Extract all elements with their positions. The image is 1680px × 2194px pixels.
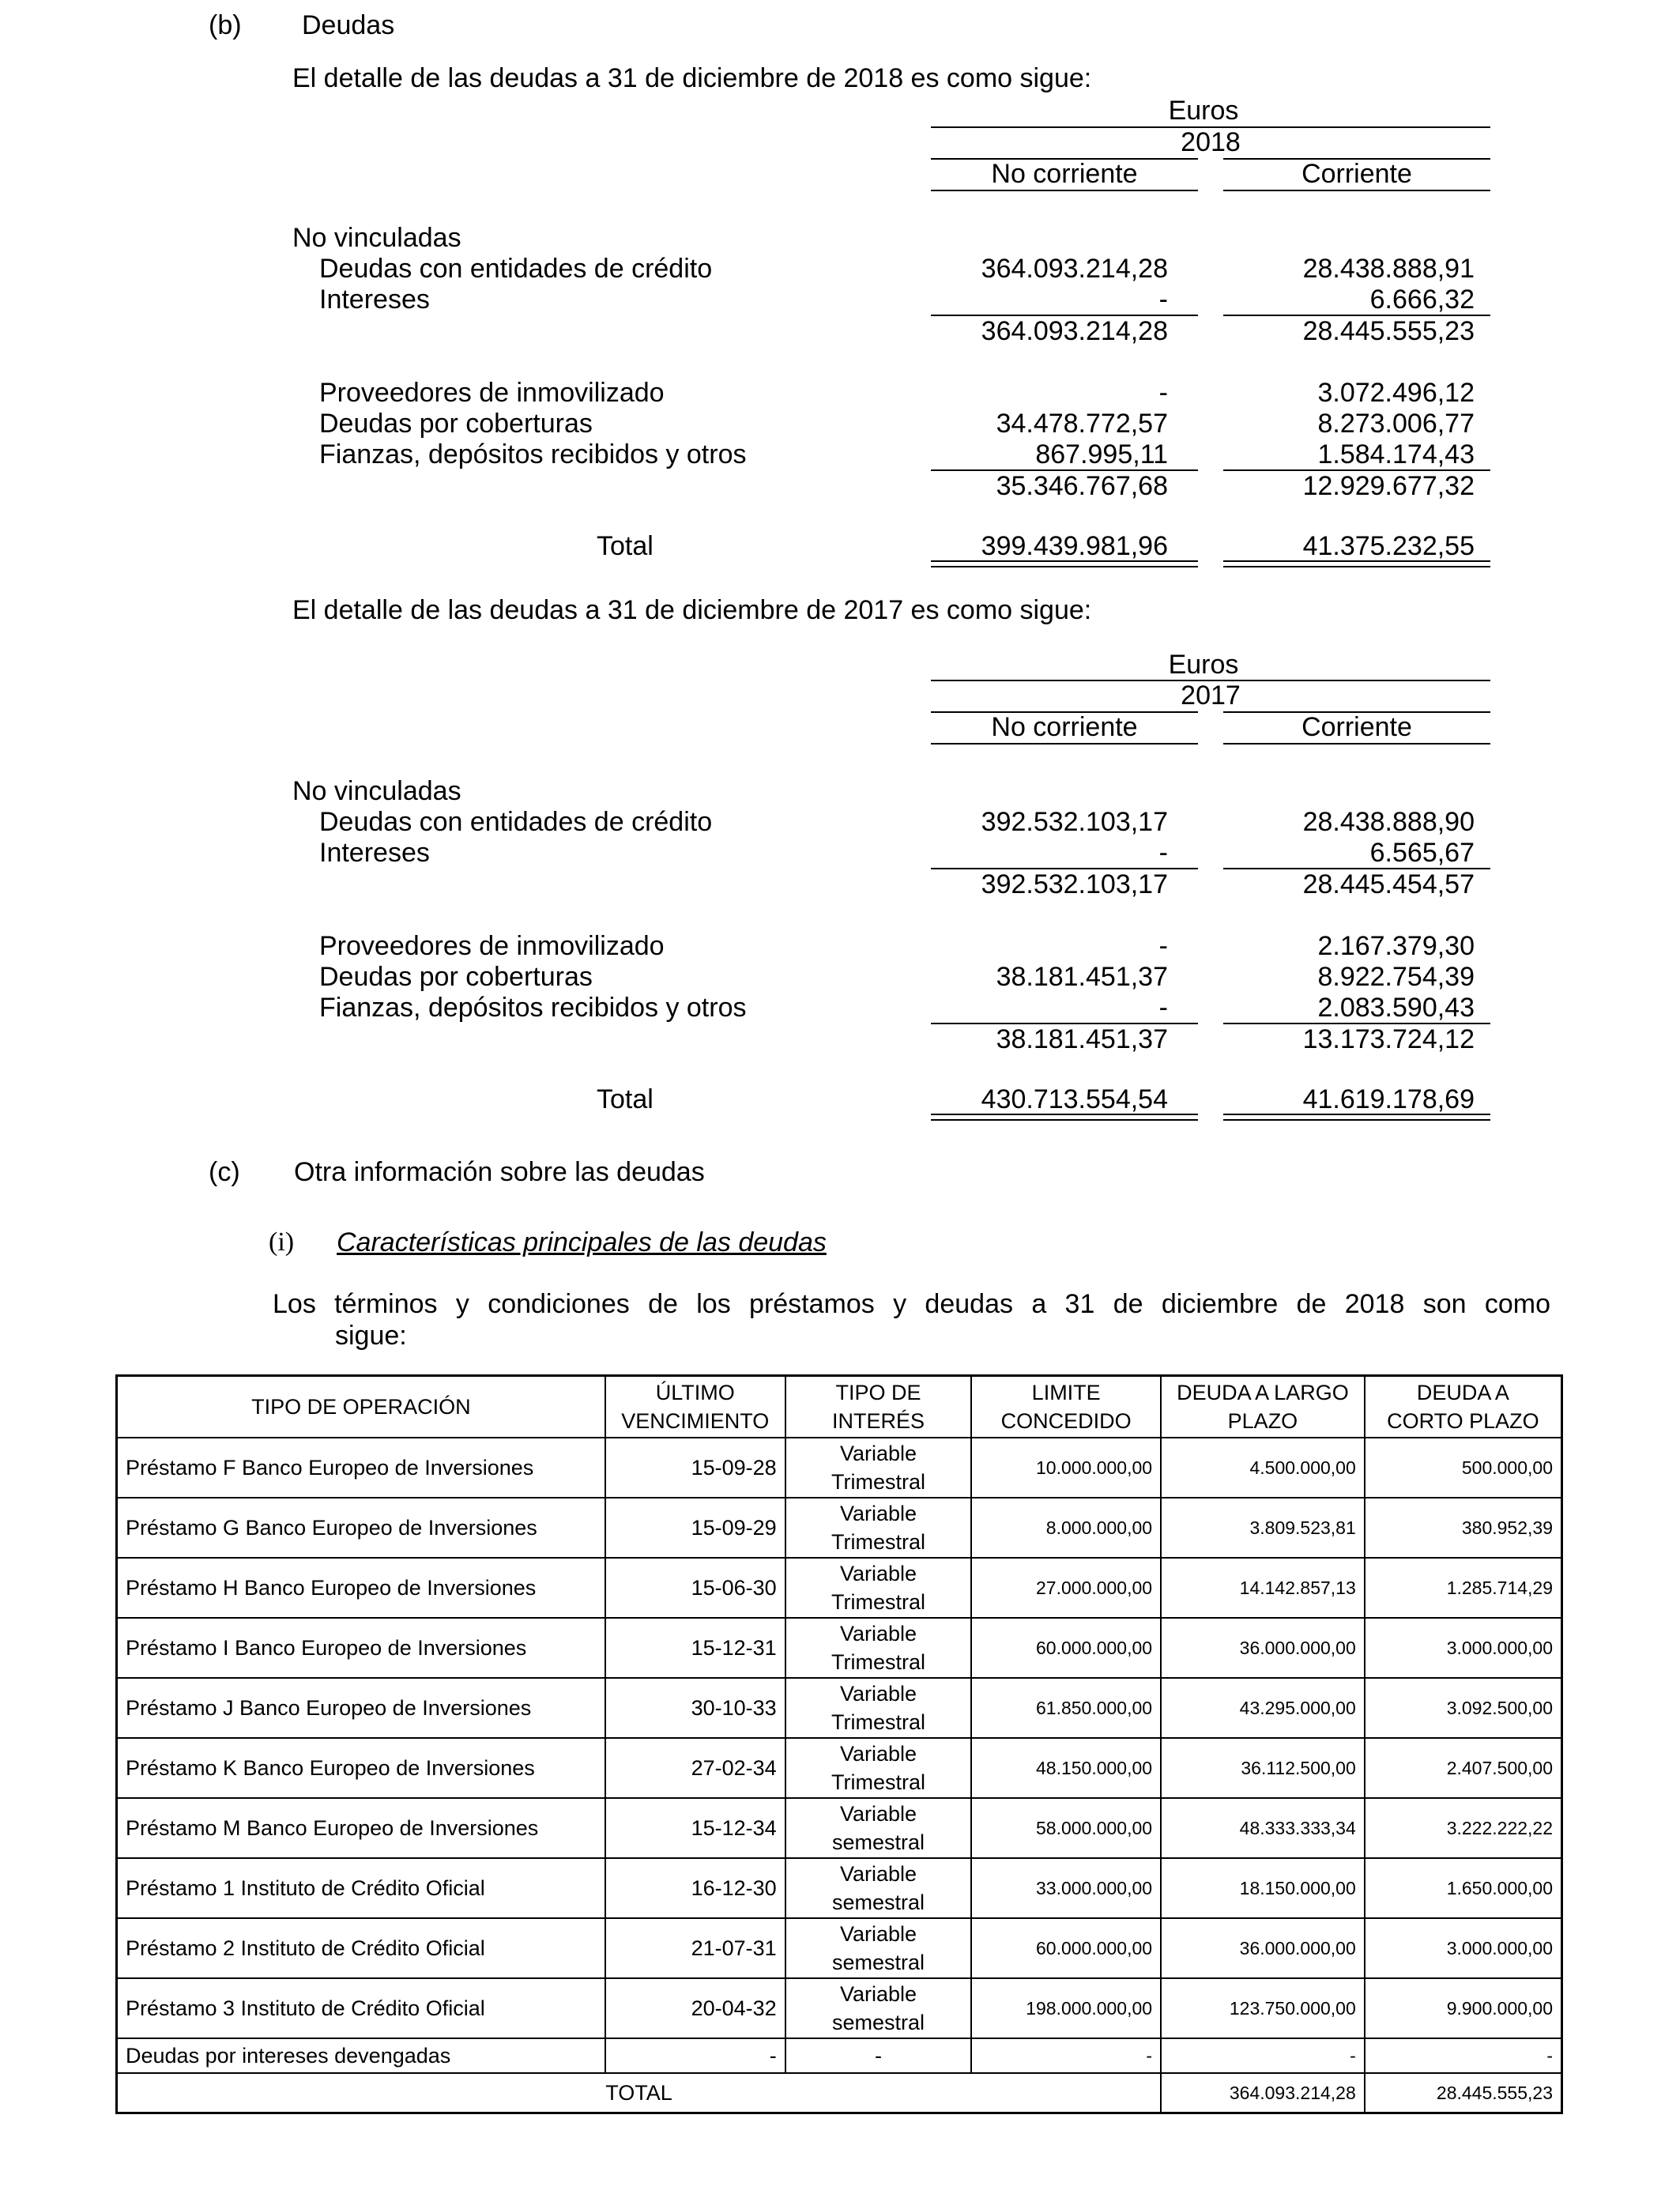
loan-limit: 8.000.000,00: [971, 1498, 1161, 1558]
total-long-term: 364.093.214,28: [1161, 2073, 1365, 2113]
loan-maturity: 15-06-30: [605, 1558, 785, 1618]
loan-name: Préstamo 2 Instituto de Crédito Oficial: [117, 1918, 605, 1978]
total-corriente: 41.375.232,55: [1302, 531, 1475, 561]
table-row: [117, 1738, 1562, 1798]
loan-name: Préstamo H Banco Europeo de Inversiones: [117, 1558, 605, 1618]
header-deuda-largo-plazo: DEUDA A LARGO PLAZO: [1161, 1376, 1365, 1438]
loan-short-term: 1.650.000,00: [1365, 1858, 1562, 1918]
table-row: [117, 1558, 1562, 1618]
total-label: Total: [597, 1084, 654, 1114]
loan-rate-type: Variable Trimestral: [785, 1498, 972, 1558]
interest-short-term: -: [1365, 2038, 1562, 2073]
table-row: [117, 1618, 1562, 1678]
value-corriente: 2.083.590,43: [1317, 993, 1475, 1023]
loan-long-term: 3.809.523,81: [1161, 1498, 1365, 1558]
loan-maturity: 20-04-32: [605, 1978, 785, 2038]
table-row: [117, 1858, 1562, 1918]
section-c-letter: (c): [209, 1157, 240, 1187]
year-label: 2018: [1181, 127, 1241, 157]
section-b-letter: (b): [209, 10, 242, 40]
group-label: No vinculadas: [292, 776, 461, 806]
table-row: [117, 1438, 1562, 1498]
loan-limit: 48.150.000,00: [971, 1738, 1161, 1798]
loan-rate-type: Variable Trimestral: [785, 1738, 972, 1798]
subtotal-no-corriente: 38.181.451,37: [996, 1024, 1168, 1054]
value-corriente: 28.438.888,90: [1302, 807, 1475, 837]
currency-label: Euros: [1168, 650, 1239, 680]
loan-name: Préstamo M Banco Europeo de Inversiones: [117, 1798, 605, 1858]
loan-maturity: 21-07-31: [605, 1918, 785, 1978]
row-label: Deudas por coberturas: [319, 962, 593, 992]
value-no-corriente: -: [1158, 285, 1168, 315]
loan-long-term: 48.333.333,34: [1161, 1798, 1365, 1858]
table-header-row: [117, 1376, 1562, 1438]
total-corriente: 41.619.178,69: [1302, 1084, 1475, 1114]
value-no-corriente: -: [1158, 378, 1168, 408]
subtotal-no-corriente: 364.093.214,28: [981, 316, 1168, 346]
table-row: [117, 1798, 1562, 1858]
loan-rate-type: Variable Trimestral: [785, 1678, 972, 1738]
value-corriente: 3.072.496,12: [1317, 378, 1475, 408]
loan-short-term: 2.407.500,00: [1365, 1738, 1562, 1798]
col-header-no-corriente: No corriente: [991, 712, 1138, 742]
value-corriente: 28.438.888,91: [1302, 254, 1475, 284]
row-label: Intereses: [319, 838, 430, 868]
currency-label: Euros: [1168, 96, 1239, 126]
interest-row: [117, 2038, 1562, 2073]
value-corriente: 6.565,67: [1369, 838, 1475, 868]
value-no-corriente: 38.181.451,37: [996, 962, 1168, 992]
value-corriente: 1.584.174,43: [1317, 439, 1475, 469]
value-corriente: 6.666,32: [1369, 285, 1475, 315]
value-no-corriente: -: [1158, 838, 1168, 868]
loan-rate-type: Variable Trimestral: [785, 1618, 972, 1678]
loan-long-term: 43.295.000,00: [1161, 1678, 1365, 1738]
loan-limit: 58.000.000,00: [971, 1798, 1161, 1858]
loan-name: Préstamo I Banco Europeo de Inversiones: [117, 1618, 605, 1678]
loan-short-term: 3.000.000,00: [1365, 1618, 1562, 1678]
value-corriente: 2.167.379,30: [1317, 931, 1475, 961]
value-no-corriente: -: [1158, 931, 1168, 961]
row-label: Deudas con entidades de crédito: [319, 807, 713, 837]
loan-long-term: 14.142.857,13: [1161, 1558, 1365, 1618]
loan-maturity: 16-12-30: [605, 1858, 785, 1918]
loan-rate-type: Variable semestral: [785, 1858, 972, 1918]
loan-maturity: 15-09-28: [605, 1438, 785, 1498]
loan-rate-type: Variable Trimestral: [785, 1558, 972, 1618]
group-label: No vinculadas: [292, 223, 461, 253]
loan-rate-type: Variable semestral: [785, 1978, 972, 2038]
loan-name: Préstamo K Banco Europeo de Inversiones: [117, 1738, 605, 1798]
interest-name: Deudas por intereses devengadas: [117, 2038, 605, 2073]
total-label: TOTAL: [117, 2073, 1162, 2113]
total-label: Total: [597, 531, 654, 561]
subtotal-corriente: 12.929.677,32: [1302, 471, 1475, 501]
loan-maturity: 15-12-34: [605, 1798, 785, 1858]
header-tipo-interes: TIPO DE INTERÉS: [785, 1376, 972, 1438]
subtotal-no-corriente: 392.532.103,17: [981, 869, 1168, 899]
loan-short-term: 9.900.000,00: [1365, 1978, 1562, 2038]
year-label: 2017: [1181, 680, 1241, 711]
loan-long-term: 18.150.000,00: [1161, 1858, 1365, 1918]
loan-maturity: 15-12-31: [605, 1618, 785, 1678]
row-label: Fianzas, depósitos recibidos y otros: [319, 439, 747, 469]
subsection-i-title: Características principales de las deudas: [337, 1227, 827, 1257]
interest-rate-type: -: [785, 2038, 972, 2073]
subtotal-corriente: 28.445.454,57: [1302, 869, 1475, 899]
header-limite-concedido: LIMITE CONCEDIDO: [971, 1376, 1161, 1438]
loan-name: Préstamo J Banco Europeo de Inversiones: [117, 1678, 605, 1738]
loan-limit: 60.000.000,00: [971, 1618, 1161, 1678]
value-no-corriente: 392.532.103,17: [981, 807, 1168, 837]
value-no-corriente: 364.093.214,28: [981, 254, 1168, 284]
loan-rate-type: Variable semestral: [785, 1918, 972, 1978]
section-c-title: Otra información sobre las deudas: [294, 1157, 705, 1187]
row-label: Proveedores de inmovilizado: [319, 378, 665, 408]
header-tipo-operacion: TIPO DE OPERACIÓN: [117, 1376, 605, 1438]
row-label: Deudas con entidades de crédito: [319, 254, 713, 284]
row-label: Deudas por coberturas: [319, 409, 593, 439]
row-label: Fianzas, depósitos recibidos y otros: [319, 993, 747, 1023]
row-label: Intereses: [319, 285, 430, 315]
loan-long-term: 123.750.000,00: [1161, 1978, 1365, 2038]
loan-rate-type: Variable semestral: [785, 1798, 972, 1858]
loan-terms-intro-cont: sigue:: [335, 1321, 407, 1351]
loan-maturity: 27-02-34: [605, 1738, 785, 1798]
loan-short-term: 500.000,00: [1365, 1438, 1562, 1498]
loan-conditions-table: [115, 1374, 1563, 2114]
loan-name: Préstamo F Banco Europeo de Inversiones: [117, 1438, 605, 1498]
table-row: [117, 1918, 1562, 1978]
loan-short-term: 3.000.000,00: [1365, 1918, 1562, 1978]
loan-short-term: 1.285.714,29: [1365, 1558, 1562, 1618]
value-no-corriente: 34.478.772,57: [996, 409, 1168, 439]
total-no-corriente: 399.439.981,96: [981, 531, 1168, 561]
interest-maturity: -: [605, 2038, 785, 2073]
total-short-term: 28.445.555,23: [1365, 2073, 1562, 2113]
loan-terms-intro: Los términos y condiciones de los préstamos y deudas a 31 de diciembre de 2018 son como: [273, 1289, 1550, 1319]
loan-long-term: 36.112.500,00: [1161, 1738, 1365, 1798]
total-no-corriente: 430.713.554,54: [981, 1084, 1168, 1114]
value-no-corriente: -: [1158, 993, 1168, 1023]
loan-long-term: 36.000.000,00: [1161, 1918, 1365, 1978]
loan-short-term: 380.952,39: [1365, 1498, 1562, 1558]
loan-limit: 10.000.000,00: [971, 1438, 1161, 1498]
value-corriente: 8.922.754,39: [1317, 962, 1475, 992]
subtotal-no-corriente: 35.346.767,68: [996, 471, 1168, 501]
value-corriente: 8.273.006,77: [1317, 409, 1475, 439]
section-b-title: Deudas: [302, 10, 395, 40]
subtotal-corriente: 13.173.724,12: [1302, 1024, 1475, 1054]
total-row: [117, 2073, 1562, 2113]
loan-limit: 60.000.000,00: [971, 1918, 1161, 1978]
loan-short-term: 3.092.500,00: [1365, 1678, 1562, 1738]
loan-long-term: 36.000.000,00: [1161, 1618, 1365, 1678]
loan-short-term: 3.222.222,22: [1365, 1798, 1562, 1858]
table-row: [117, 1498, 1562, 1558]
subsection-i-letter: (i): [269, 1227, 295, 1257]
table-row: [117, 1978, 1562, 2038]
table-row: [117, 1678, 1562, 1738]
col-header-corriente: Corriente: [1301, 159, 1412, 189]
loan-maturity: 30-10-33: [605, 1678, 785, 1738]
header-deuda-corto-plazo: DEUDA A CORTO PLAZO: [1365, 1376, 1562, 1438]
col-header-corriente: Corriente: [1301, 712, 1412, 742]
loan-long-term: 4.500.000,00: [1161, 1438, 1365, 1498]
value-no-corriente: 867.995,11: [1035, 439, 1168, 469]
loan-rate-type: Variable Trimestral: [785, 1438, 972, 1498]
header-ultimo-vencimiento: ÚLTIMO VENCIMIENTO: [605, 1376, 785, 1438]
table-intro: El detalle de las deudas a 31 de diciembre de 2017 es como sigue:: [292, 595, 1092, 625]
loan-name: Préstamo G Banco Europeo de Inversiones: [117, 1498, 605, 1558]
loan-limit: 27.000.000,00: [971, 1558, 1161, 1618]
table-intro: El detalle de las deudas a 31 de diciembre de 2018 es como sigue:: [292, 63, 1092, 93]
subtotal-corriente: 28.445.555,23: [1302, 316, 1475, 346]
interest-limit: -: [971, 2038, 1161, 2073]
interest-long-term: -: [1161, 2038, 1365, 2073]
row-label: Proveedores de inmovilizado: [319, 931, 665, 961]
loan-limit: 33.000.000,00: [971, 1858, 1161, 1918]
loan-limit: 61.850.000,00: [971, 1678, 1161, 1738]
loan-name: Préstamo 1 Instituto de Crédito Oficial: [117, 1858, 605, 1918]
loan-name: Préstamo 3 Instituto de Crédito Oficial: [117, 1978, 605, 2038]
col-header-no-corriente: No corriente: [991, 159, 1138, 189]
loan-maturity: 15-09-29: [605, 1498, 785, 1558]
loan-limit: 198.000.000,00: [971, 1978, 1161, 2038]
